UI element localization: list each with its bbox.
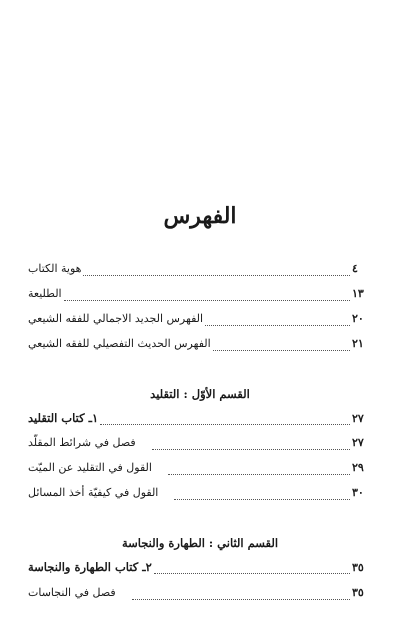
toc-entry-page: ٣٥ [352,586,364,599]
toc-entry [26,287,368,305]
dot-leader [205,325,350,326]
dot-leader [213,350,350,351]
toc-entry [26,312,368,330]
toc-entry-label: القول في كيفيّة أخذ المسائل [28,486,159,499]
toc-entry-page: ٢١ [352,337,364,350]
toc-entry [26,262,368,280]
toc-entry-label: ١ـ كتاب التقليد [28,411,99,425]
toc-entry-page: ٢٧ [352,412,364,425]
toc-entry-label: فصل في شرائط المقلّد [28,436,136,449]
toc-entry [26,486,368,504]
page-title: الفهرس [163,203,237,229]
toc-entry [26,436,368,454]
dot-leader [174,499,350,500]
toc-entry [26,337,368,355]
toc-entry [26,586,368,604]
toc-entry-label: الطليعة [28,287,62,300]
toc-entry-page: ٤ [352,262,358,275]
toc-entry-main [26,411,368,429]
toc-entry-label: ٢ـ كتاب الطهارة والنجاسة [28,560,152,574]
toc-entry [26,461,368,479]
dot-leader [152,449,350,450]
toc-entry-label: هوية الكتاب [28,262,82,275]
toc-entry-page: ٢٧ [352,436,364,449]
toc-entry-label: فصل في النجاسات [28,586,116,599]
toc-entry-label: الفهرس الحديث التفصيلي للفقه الشيعي [28,337,211,350]
toc-entry-page: ٣٠ [352,486,364,499]
toc-entry-main [26,560,368,578]
toc-entry-label: القول في التقليد عن الميّت [28,461,152,474]
dot-leader [83,275,350,276]
section-heading: القسم الثاني : الطهارة والنجاسة [121,536,279,550]
dot-leader [168,474,350,475]
dot-leader [132,599,350,600]
toc-entry-page: ١٣ [352,287,364,300]
toc-entry-page: ٣٥ [352,561,364,574]
toc-entry-page: ٢٩ [352,461,364,474]
section-heading: القسم الأوّل : التقليد [150,387,250,401]
dot-leader [64,300,350,301]
dot-leader [154,573,350,574]
dot-leader [100,424,350,425]
toc-entry-page: ٢٠ [352,312,364,325]
toc-entry-label: الفهرس الجديد الاجمالي للفقه الشيعي [28,312,204,325]
